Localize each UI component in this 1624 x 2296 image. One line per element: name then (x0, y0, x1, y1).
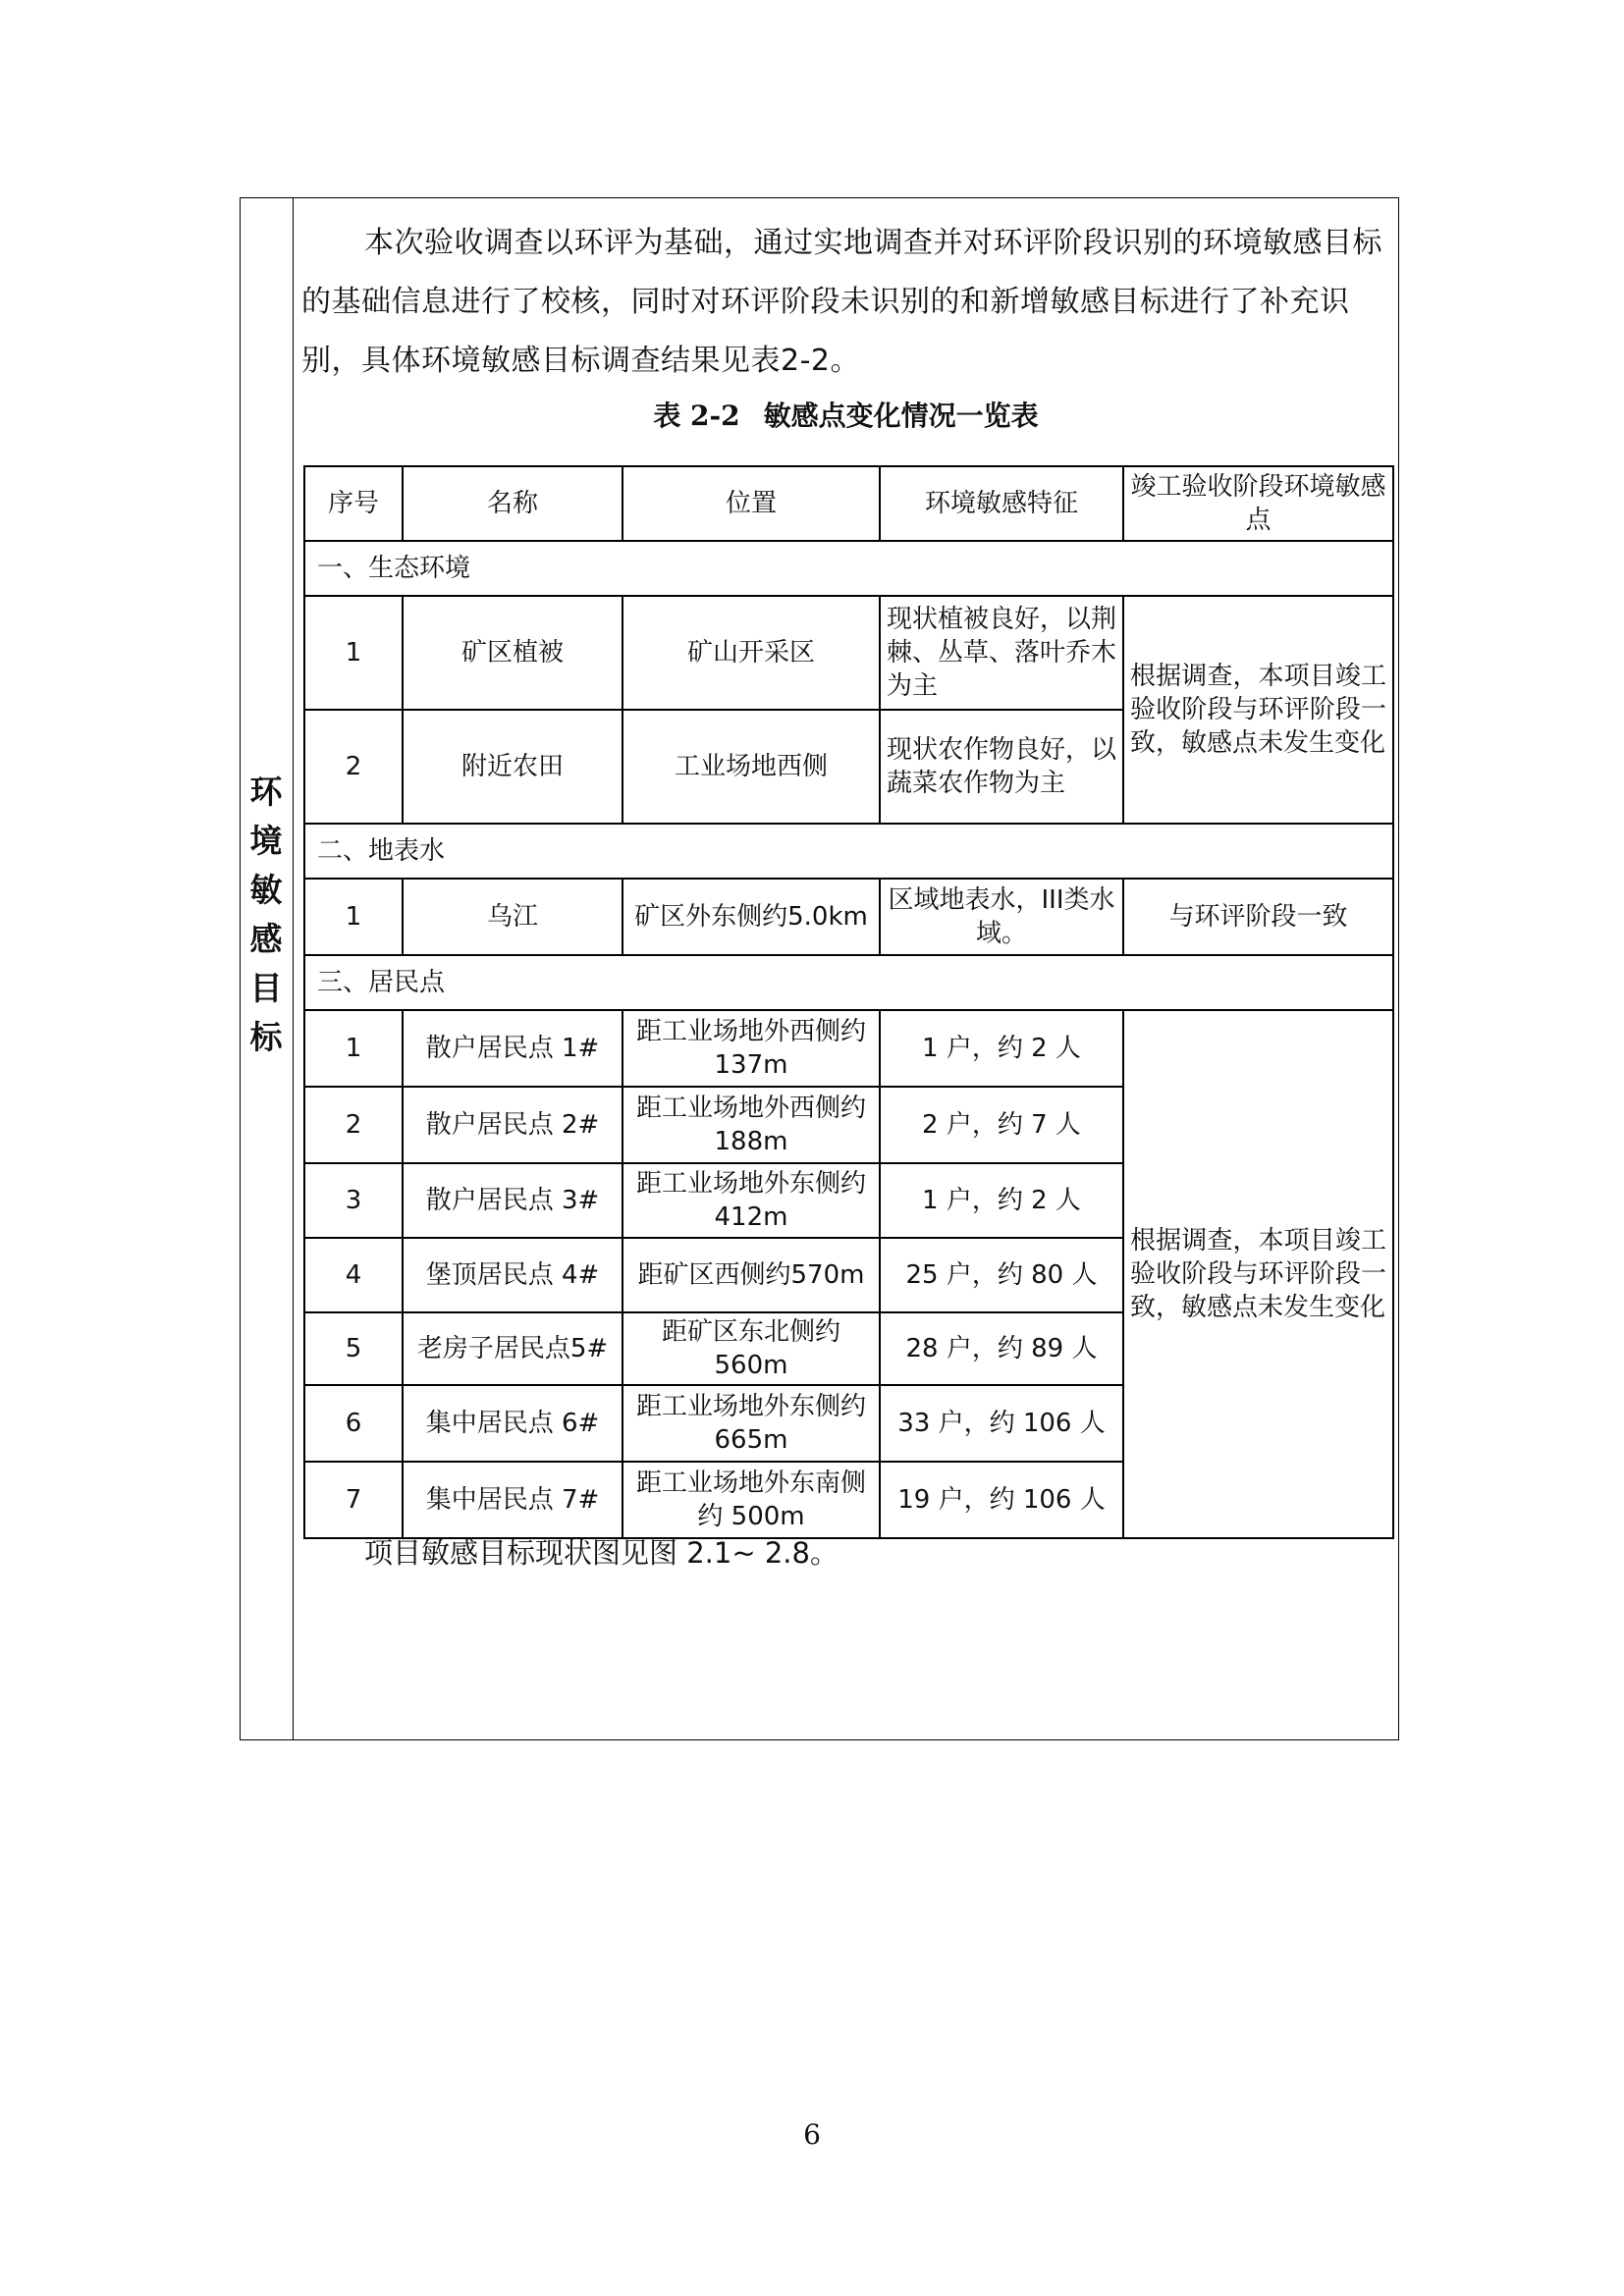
cell-location: 距工业场地外东南侧约 500m (623, 1462, 880, 1538)
cell-no: 2 (304, 710, 403, 824)
cell-no: 3 (304, 1163, 403, 1238)
side-char: 境 (249, 822, 283, 860)
cell-location: 距矿区西侧约570m (623, 1238, 880, 1312)
header-feature: 环境敏感特征 (880, 466, 1123, 541)
page-number: 6 (803, 2118, 821, 2151)
cell-feature: 现状植被良好，以荆棘、丛草、落叶乔木为主 (880, 596, 1123, 710)
table-caption (301, 395, 1390, 438)
table-caption-title: 敏感点变化情况一览表 (763, 400, 1039, 432)
cell-location: 距工业场地外东侧约 412m (623, 1163, 880, 1238)
cell-location: 矿区外东侧约5.0km (623, 879, 880, 955)
table-row (304, 879, 1393, 955)
cell-no: 6 (304, 1385, 403, 1462)
table-row (304, 1010, 1393, 1087)
side-label (241, 768, 292, 1062)
side-char: 环 (249, 773, 283, 811)
cell-status: 根据调查，本项目竣工验收阶段与环评阶段一致，敏感点未发生变化 (1123, 1010, 1393, 1538)
cell-feature: 2 户，约 7 人 (880, 1087, 1123, 1163)
cell-location: 距矿区东北侧约560m (623, 1312, 880, 1385)
cell-name: 老房子居民点5# (403, 1312, 623, 1385)
sensitive-points-table (303, 465, 1394, 1539)
cell-name: 附近农田 (403, 710, 623, 824)
side-column (241, 198, 294, 1739)
cell-name: 堡顶居民点 4# (403, 1238, 623, 1312)
side-char: 敏 (249, 871, 283, 909)
section-title: 二、地表水 (304, 824, 1393, 879)
cell-no: 1 (304, 879, 403, 955)
cell-location: 距工业场地外东侧约 665m (623, 1385, 880, 1462)
cell-feature: 28 户，约 89 人 (880, 1312, 1123, 1385)
header-status: 竣工验收阶段环境敏感点 (1123, 466, 1393, 541)
cell-feature: 区域地表水，III类水域。 (880, 879, 1123, 955)
cell-feature: 19 户，约 106 人 (880, 1462, 1123, 1538)
cell-name: 散户居民点 1# (403, 1010, 623, 1087)
cell-feature: 33 户，约 106 人 (880, 1385, 1123, 1462)
side-char: 感 (249, 920, 283, 958)
cell-location: 工业场地西侧 (623, 710, 880, 824)
header-no: 序号 (304, 466, 403, 541)
side-char: 标 (249, 1018, 283, 1056)
side-char: 目 (249, 969, 283, 1007)
cell-feature: 1 户，约 2 人 (880, 1010, 1123, 1087)
header-location: 位置 (623, 466, 880, 541)
content-area (301, 198, 1390, 1739)
cell-name: 矿区植被 (403, 596, 623, 710)
section-row (304, 955, 1393, 1010)
figure-reference-text: 项目敏感目标现状图见图 2.1~ 2.8。 (364, 1536, 839, 1570)
section-row (304, 824, 1393, 879)
cell-name: 散户居民点 2# (403, 1087, 623, 1163)
table-caption-number: 表 2-2 (653, 400, 740, 432)
cell-no: 2 (304, 1087, 403, 1163)
cell-feature: 1 户，约 2 人 (880, 1163, 1123, 1238)
cell-feature: 25 户，约 80 人 (880, 1238, 1123, 1312)
cell-name: 集中居民点 6# (403, 1385, 623, 1462)
cell-status: 与环评阶段一致 (1123, 879, 1393, 955)
cell-no: 1 (304, 1010, 403, 1087)
table-header-row (304, 466, 1393, 541)
cell-feature: 现状农作物良好，以蔬菜农作物为主 (880, 710, 1123, 824)
section-title: 三、居民点 (304, 955, 1393, 1010)
cell-location: 矿山开采区 (623, 596, 880, 710)
intro-paragraph: 本次验收调查以环评为基础，通过实地调查并对环评阶段识别的环境敏感目标的基础信息进行了校核，同时对环评阶段未识别的和新增敏感目标进行了补充识别，具体环境敏感目标调查结果见表2-2。 (301, 226, 1382, 378)
form-frame (240, 197, 1399, 1740)
cell-location: 距工业场地外西侧约 188m (623, 1087, 880, 1163)
cell-no: 4 (304, 1238, 403, 1312)
cell-name: 散户居民点 3# (403, 1163, 623, 1238)
header-name: 名称 (403, 466, 623, 541)
cell-status: 根据调查，本项目竣工验收阶段与环评阶段一致，敏感点未发生变化 (1123, 596, 1393, 824)
cell-no: 7 (304, 1462, 403, 1538)
cell-no: 1 (304, 596, 403, 710)
cell-name: 乌江 (403, 879, 623, 955)
section-row (304, 541, 1393, 596)
section-title: 一、生态环境 (304, 541, 1393, 596)
cell-no: 5 (304, 1312, 403, 1385)
cell-location: 距工业场地外西侧约 137m (623, 1010, 880, 1087)
cell-name: 集中居民点 7# (403, 1462, 623, 1538)
table-row (304, 596, 1393, 710)
